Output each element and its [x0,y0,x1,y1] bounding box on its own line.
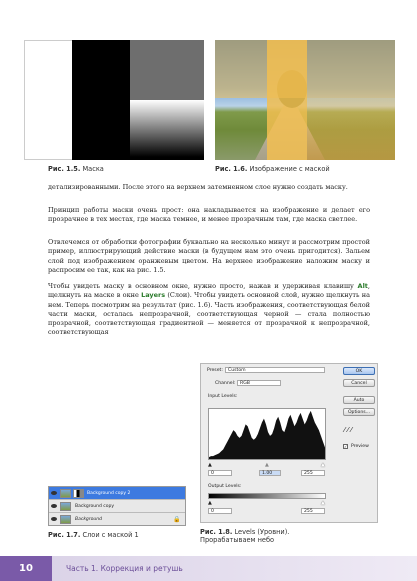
layer-name: Background copy [75,504,115,509]
layer-thumbnail [60,515,71,524]
input-mid-value: 1.00 [262,471,273,476]
ok-button[interactable]: OK [343,367,375,375]
mask-right-column [130,40,204,160]
input-black-field[interactable] [208,470,232,476]
preset-select[interactable] [225,367,325,373]
input-black-value: 0 [211,471,214,476]
paragraph-4 [48,282,370,338]
fig17-label: Рис. 1.7. [48,531,81,539]
fig16-caption [215,165,330,173]
fig15-caption [48,165,104,173]
fig18-text-1: Levels (Уровни). [234,528,290,536]
eye-icon[interactable] [51,517,57,521]
channel-select[interactable] [237,380,281,386]
output-white-field[interactable] [301,508,325,514]
output-white-value: 255 [304,509,313,514]
lock-icon: 🔒 [173,516,181,523]
layers-panel [48,486,186,526]
output-black-field[interactable] [208,508,232,514]
preview-checkbox[interactable]: ✓ [344,444,348,449]
eyedropper-icons[interactable]: ⁄ ⁄ ⁄ [344,426,352,434]
input-levels-label: Input Levels: [208,394,238,399]
output-black-value: 0 [211,509,214,514]
fig18-text-2: Прорабатываем небо [200,536,275,544]
layer-thumbnail [60,489,71,498]
mask-figure [24,40,204,160]
alt-key: Alt [357,282,368,290]
output-levels-label: Output Levels: [208,484,242,489]
fig16-label: Рис. 1.6. [215,165,248,173]
masked-image-figure [215,40,395,160]
input-white-slider[interactable]: ▲ [321,462,325,468]
histogram [208,408,326,460]
mask-black-area [72,40,130,160]
channel-label: Channel: [215,381,236,386]
layer-name: Background copy 2 [87,491,131,496]
eye-icon[interactable] [51,504,57,508]
input-mid-slider[interactable]: ▲ [265,462,269,468]
fig15-label: Рис. 1.5. [48,165,81,173]
fig17-caption [48,531,139,539]
layer-row[interactable] [49,500,185,513]
page-footer [0,556,417,581]
page-number: 10 [0,556,52,581]
mask-white-area [24,40,72,160]
fig16-text: Изображение с маской [249,165,330,173]
histogram-shape [209,411,325,459]
layer-name: Background [75,517,102,522]
input-white-field[interactable] [301,470,325,476]
input-white-value: 255 [304,471,313,476]
fig15-text: Маска [82,165,104,173]
output-gradient-bar [208,493,326,499]
paragraph-2: Принцип работы маски очень прост: она накладывается на изображение и делает его прозрачнее в тех местах, где маска темнее, и менее прозрачным там, где маска светлее. [48,206,370,224]
chapter-title: Часть 1. Коррекция и ретушь [66,564,183,573]
fig17-text: Слои с маской 1 [82,531,139,539]
preview-label: Preview [351,444,369,449]
auto-button[interactable]: Auto [343,396,375,404]
layer-row[interactable] [49,487,185,500]
channel-value: RGB [240,381,250,386]
fig18-label: Рис. 1.8. [200,528,233,536]
output-black-slider[interactable]: ▲ [208,500,212,506]
mask-gradient-area [130,100,204,160]
p4-text-a: Чтобы увидеть маску в основном окне, нужно просто, нажав и удерживая клавишу [48,282,358,290]
layers-keyword: Layers [141,291,166,300]
orange-overlay-bar [267,40,307,160]
output-white-slider[interactable]: ▲ [321,500,325,506]
input-black-slider[interactable]: ▲ [208,462,212,468]
mask-gray-area [130,40,204,100]
input-mid-field[interactable] [259,470,281,476]
options-button[interactable]: Options... [343,408,375,416]
cancel-button[interactable]: Cancel [343,379,375,387]
p4-text-b: , щелкнуть на маске в окне [48,282,370,300]
fig18-caption [200,528,289,544]
layer-row[interactable] [49,513,185,526]
eye-icon[interactable] [51,491,57,495]
paragraph-1: детализированными. После этого на верхнем затемненном слое нужно создать маску. [48,183,348,191]
mask-thumbnail[interactable] [73,489,84,498]
orange-overlay-gradient [307,98,395,160]
levels-dialog [200,363,378,523]
p4-text-c: (Слои). Чтобы увидеть основной слой, нужно щелкнуть на нем. Теперь посмотрим на результат (рис. 1.6). Часть изображения, соответствующая белой части маски, осталась непрозрачной, соответствующая черной — стала полностью прозрачной, соответствующая градиентной — меняется от прозрачной к непрозрачной, соответствующая [48,291,370,337]
preset-value: Custom [228,368,246,373]
preset-label: Preset: [207,368,223,373]
paragraph-3: Отвлечемся от обработки фотографии буквально на несколько минут и рассмотрим простой пример, иллюстрирующий действие маски (в будущем нам это очень пригодится). Зальем слой под изображением оранжевым цветом. На верхнее изображение наложим маску и распросим ее так, как на рис. 1.5. [48,238,370,274]
layer-thumbnail [60,502,71,511]
